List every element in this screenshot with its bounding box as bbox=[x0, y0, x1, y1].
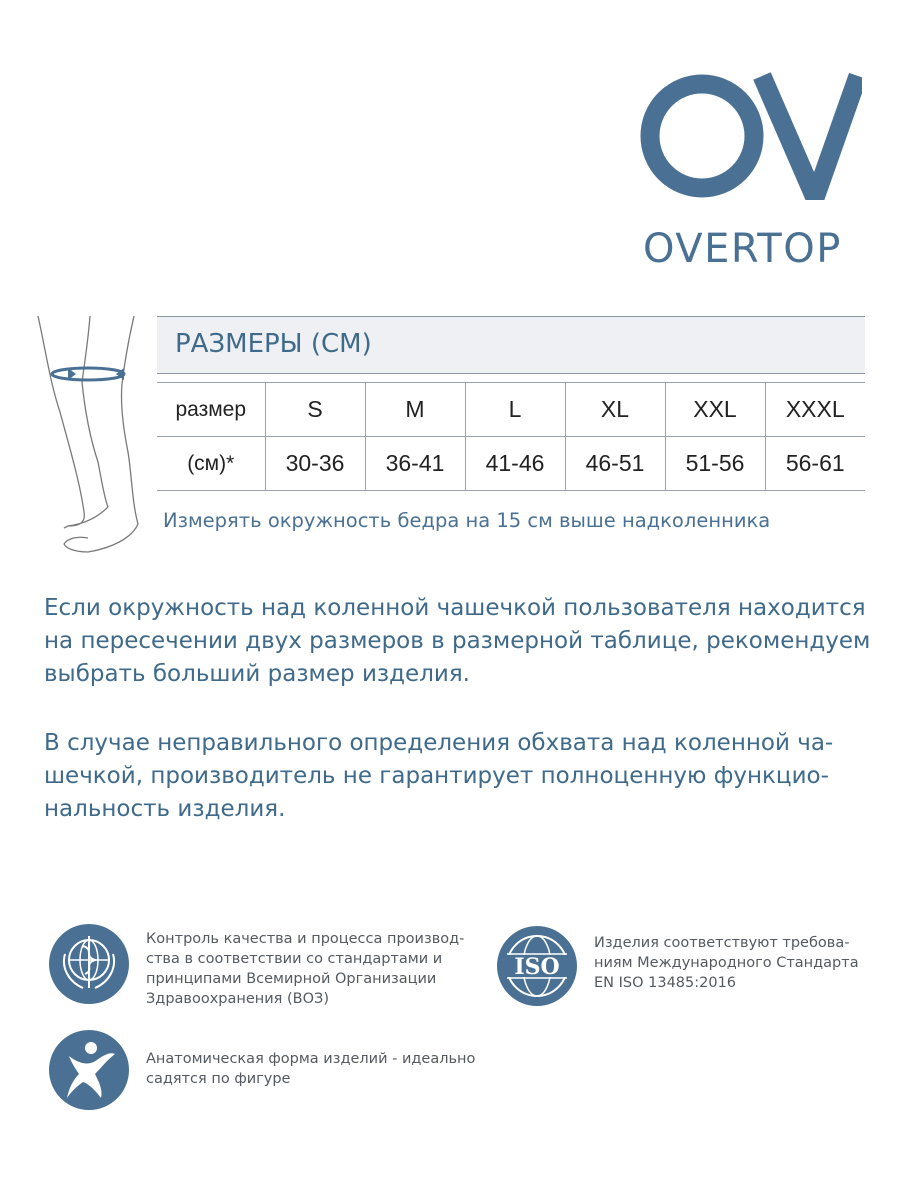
cert-line: ниям Международного Стандарта bbox=[594, 955, 859, 971]
brand-name: OVERTOP bbox=[643, 226, 842, 272]
cert-line: EN ISO 13485:2016 bbox=[594, 975, 737, 991]
cert-line: садятся по фигуре bbox=[146, 1071, 291, 1087]
anatomic-feature-text bbox=[146, 1049, 475, 1089]
cert-line: Анатомическая форма изделий - идеально bbox=[146, 1051, 476, 1067]
size-table-header-cell: размер bbox=[157, 383, 265, 437]
size-table-cell: 41-46 bbox=[465, 437, 565, 491]
size-table-cell: 56-61 bbox=[765, 437, 865, 491]
size-section-title: РАЗМЕРЫ (СМ) bbox=[175, 329, 372, 359]
size-table-header-cell: XXL bbox=[665, 383, 765, 437]
iso-badge-text: ISO bbox=[514, 954, 560, 980]
size-recommendation-paragraph: Если окружность над коленной чашечкой пользователя находится на пересечении двух размеров в размерной таблице, рекомендуем выбрать больший размер изделия. bbox=[44, 595, 871, 687]
size-table-header-cell: XXXL bbox=[765, 383, 865, 437]
iso-globe-icon bbox=[497, 926, 577, 1006]
who-emblem-icon bbox=[49, 924, 129, 1004]
size-table-header-cell: L bbox=[465, 383, 565, 437]
size-table-header-cell: M bbox=[365, 383, 465, 437]
size-table-cell: 51-56 bbox=[665, 437, 765, 491]
size-table-header-cell: XL bbox=[565, 383, 665, 437]
warranty-disclaimer-paragraph: В случае неправильного определения обхвата над коленной ча-шечкой, производитель не гарантирует полноценную функцио-нальность изделия. bbox=[44, 730, 834, 822]
leg-measurement-illustration bbox=[28, 312, 158, 562]
size-table-cell: 36-41 bbox=[365, 437, 465, 491]
size-table-row bbox=[157, 437, 865, 491]
iso-certification-text bbox=[594, 933, 859, 993]
size-table-cell: 46-51 bbox=[565, 437, 665, 491]
size-table bbox=[157, 382, 865, 491]
size-table-cell: (см)* bbox=[157, 437, 265, 491]
brand-logo-mark bbox=[640, 70, 862, 200]
size-table-header-cell: S bbox=[265, 383, 365, 437]
cert-line: Контроль качества и процесса производ- bbox=[146, 931, 465, 947]
size-section-header bbox=[157, 316, 865, 374]
size-table-cell: 30-36 bbox=[265, 437, 365, 491]
anatomic-figure-icon bbox=[49, 1030, 129, 1110]
who-certification-text bbox=[146, 929, 464, 1009]
measurement-note: Измерять окружность бедра на 15 см выше надколенника bbox=[163, 509, 771, 532]
cert-line: Изделия соответствуют требова- bbox=[594, 935, 850, 951]
cert-line: ства в соответствии со стандартами и bbox=[146, 951, 443, 967]
size-table-header-row bbox=[157, 383, 865, 437]
cert-line: Здравоохранения (ВОЗ) bbox=[146, 991, 329, 1007]
cert-line: принципами Всемирной Организации bbox=[146, 971, 437, 987]
